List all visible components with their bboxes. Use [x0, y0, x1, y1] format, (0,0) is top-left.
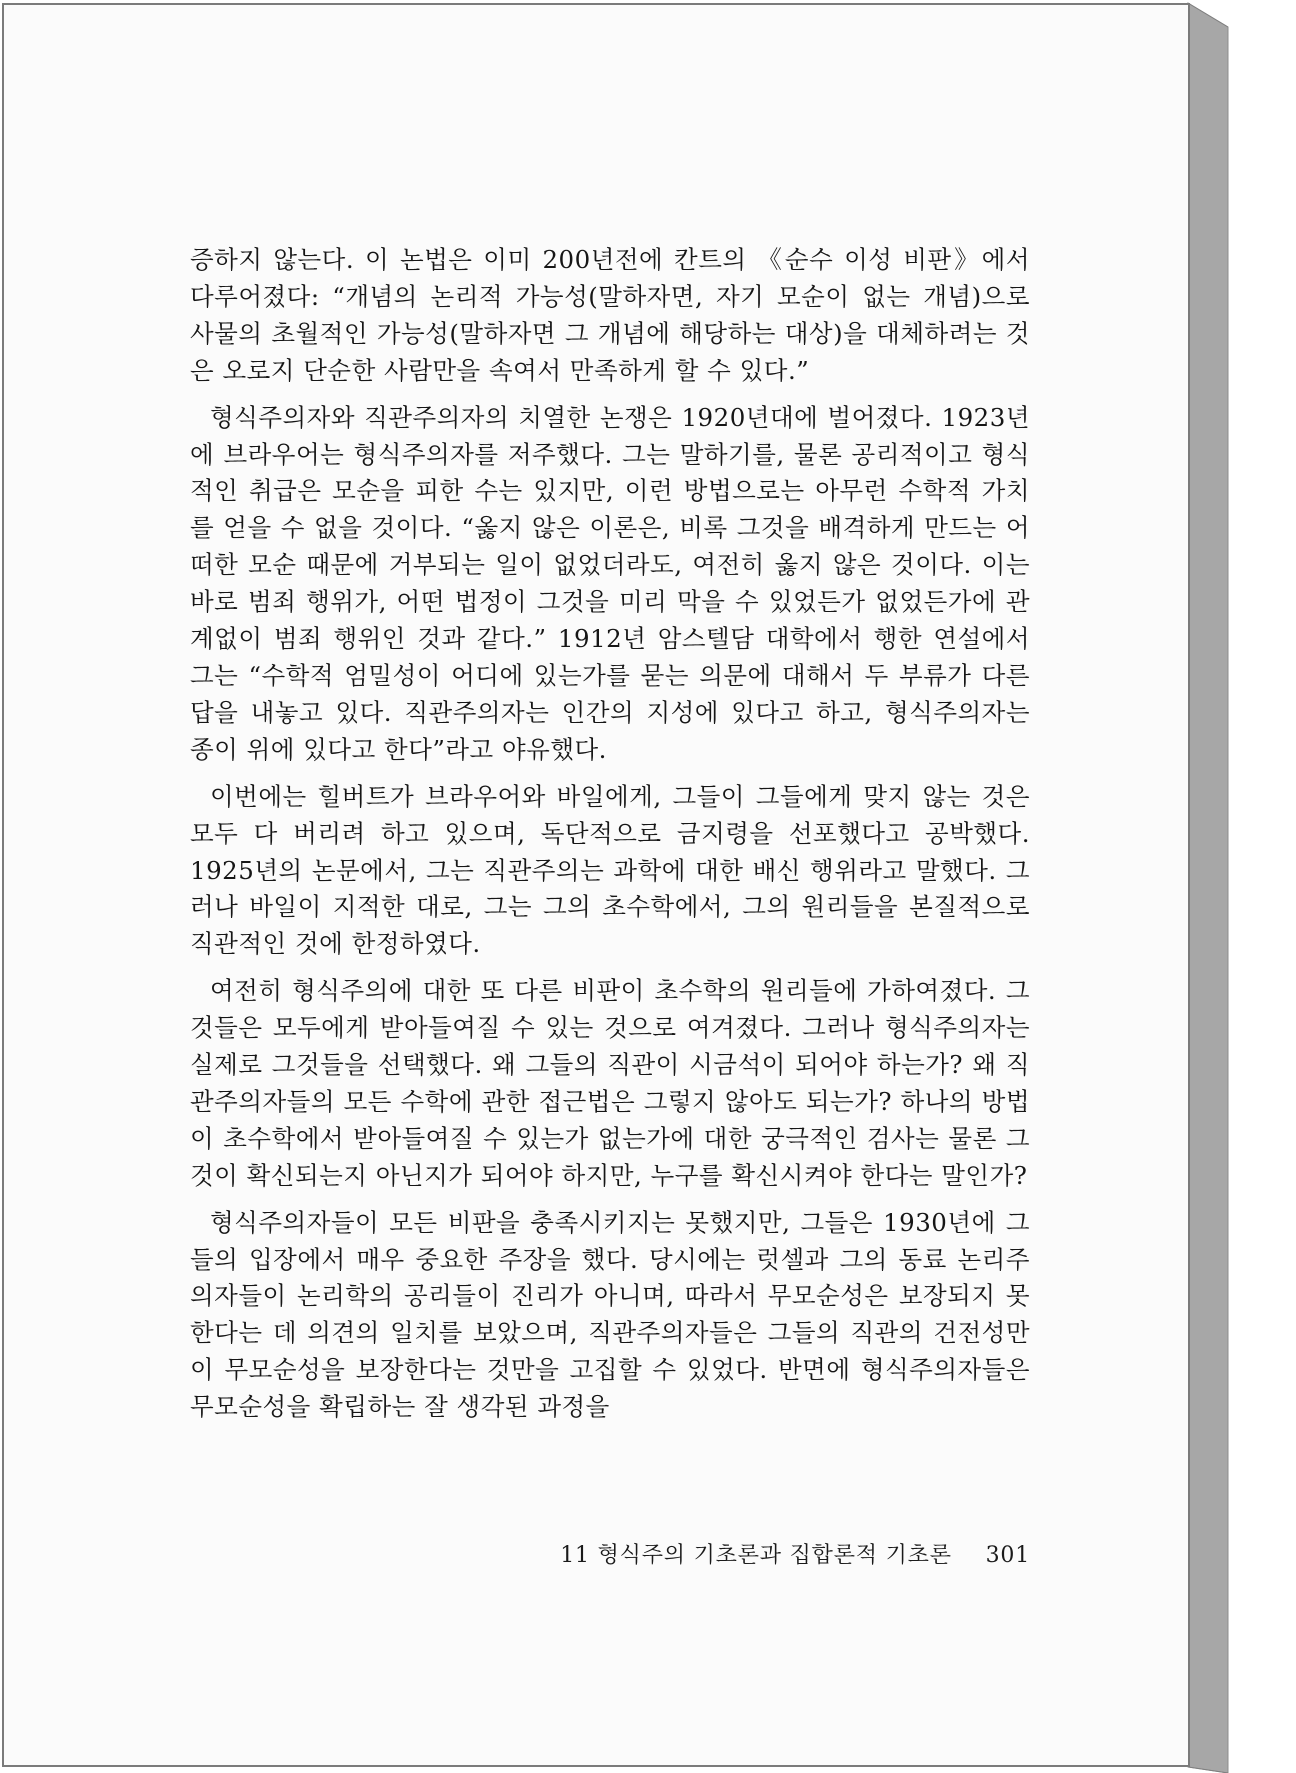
- paragraph-4: 여전히 형식주의에 대한 또 다른 비판이 초수학의 원리들에 가하여졌다. 그것들은 모두에게 받아들여질 수 있는 것으로 여겨졌다. 그러나 형식주의자는 실제로 그것들을 선택했다. 왜 그들의 직관이 시금석이 되어야 하는가? 왜 직관주의자들의 모든 수학에 관한 접근법은 그렇지 않아도 되는가? 하나의 방법이 초수학에서 받아들여질 수 있는가 없는가에 대한 궁극적인 검사는 물론 그것이 확신되는지 아닌지가 되어야 하지만, 누구를 확신시켜야 한다는 말인가?: [190, 976, 1030, 1190]
- page-body-text: [190, 242, 1030, 1436]
- paragraph-5: 형식주의자들이 모든 비판을 충족시키지는 못했지만, 그들은 1930년에 그들의 입장에서 매우 중요한 주장을 했다. 당시에는 럿셀과 그의 동료 논리주의자들이 논리학의 공리들이 진리가 아니며, 따라서 무모순성은 보장되지 못한다는 데 의견의 일치를 보았으며, 직관주의자들은 그들의 직관의 건전성만이 무모순성을 보장한다는 것만을 고집할 수 있었다. 반면에 형식주의자들은 무모순성을 확립하는 잘 생각된 과정을: [190, 1207, 1030, 1422]
- chapter-running-title: 11 형식주의 기초론과 집합론적 기초론: [560, 1543, 952, 1568]
- paragraph-1: 증하지 않는다. 이 논법은 이미 200년전에 칸트의 《순수 이성 비판》에서 다루어졌다: “개념의 논리적 가능성(말하자면, 자기 모순이 없는 개념)으로 사물의 초월적인 가능성(말하자면 그 개념에 해당하는 대상)을 대체하려는 것은 오로지 단순한 사람만을 속여서 만족하게 할 수 있다.”: [190, 245, 1030, 385]
- page-number: 301: [985, 1543, 1030, 1568]
- page-footer: [548, 1541, 1030, 1571]
- paragraph-3: 이번에는 힐버트가 브라우어와 바일에게, 그들이 그들에게 맞지 않는 것은 모두 다 버리려 하고 있으며, 독단적으로 금지령을 선포했다고 공박했다. 1925년의 논문에서, 그는 직관주의는 과학에 대한 배신 행위라고 말했다. 그러나 바일이 지적한 대로, 그는 그의 초수학에서, 그의 원리들을 본질적으로 직관적인 것에 한정하였다.: [190, 781, 1030, 959]
- paragraph-2: 형식주의자와 직관주의자의 치열한 논쟁은 1920년대에 벌어졌다. 1923년에 브라우어는 형식주의자를 저주했다. 그는 말하기를, 물론 공리적이고 형식적인 취급은 모순을 피한 수는 있지만, 이런 방법으로는 아무런 수학적 가치를 얻을 수 없을 것이다. “옳지 않은 이론은, 비록 그것을 배격하게 만드는 어떠한 모순 때문에 거부되는 일이 없었더라도, 여전히 옳지 않은 것이다. 이는 바로 범죄 행위가, 어떤 법정이 그것을 미리 막을 수 있었든가 없었든가에 관계없이 범죄 행위인 것과 같다.” 1912년 암스텔담 대학에서 행한 연설에서 그는 “수학적 엄밀성이 어디에 있는가를 묻는 의문에 대해서 두 부류가 다른 답을 내놓고 있다. 직관주의자는 인간의 지성에 있다고 하고, 형식주의자는 종이 위에 있다고 한다”라고 야유했다.: [190, 402, 1030, 764]
